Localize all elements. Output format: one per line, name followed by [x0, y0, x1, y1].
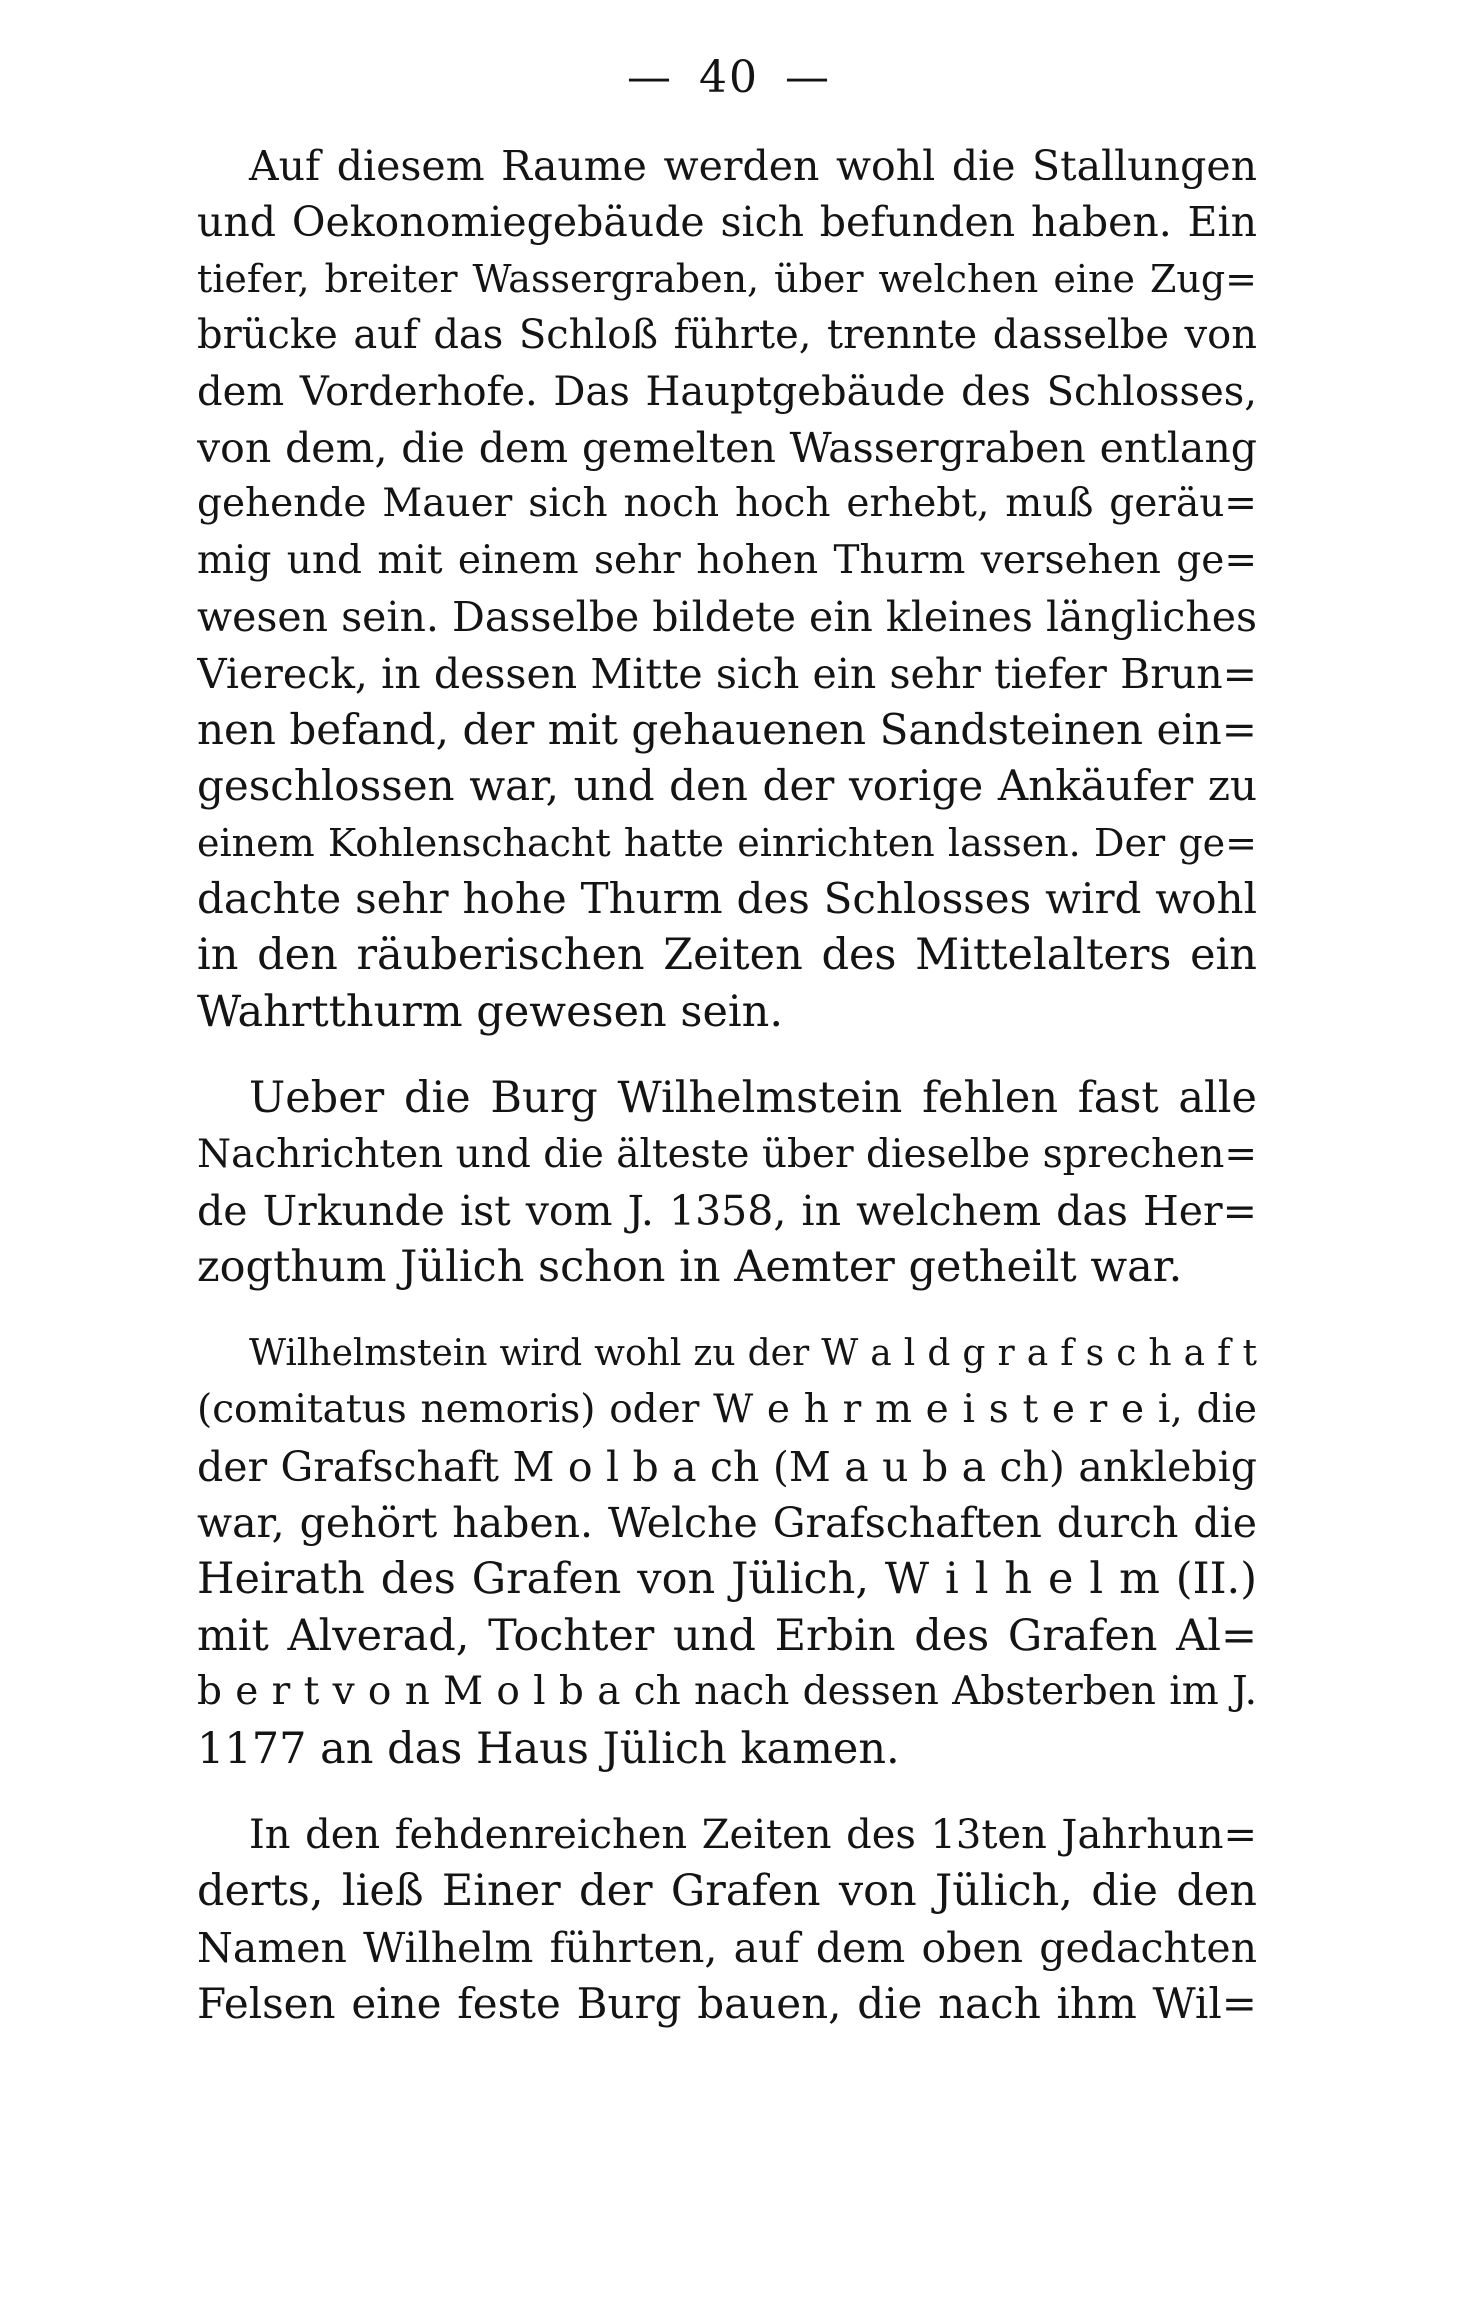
- text-line: und Oekonomiegebäude sich befunden haben. Ein: [197, 198, 1257, 247]
- text-line: Wilhelmstein wird wohl zu der W a l d g r a f s c h a f t: [249, 1332, 1257, 1374]
- text-line: mit Alverad, Tochter und Erbin des Grafen Al=: [197, 1610, 1257, 1661]
- text-line: de Urkunde ist vom J. 1358, in welchem das Her=: [197, 1187, 1257, 1236]
- paragraph-spacer: [197, 1777, 1257, 1807]
- text-line: gehende Mauer sich noch hoch erhebt, muß geräu=: [197, 481, 1257, 527]
- text-line: Nachrichten und die älteste über dieselbe sprechen=: [197, 1131, 1257, 1177]
- text-line: zogthum Jülich schon in Aemter getheilt war.: [197, 1242, 1183, 1293]
- page-header: [0, 52, 1458, 103]
- text-line: Wahrtthurm gewesen sein.: [197, 986, 784, 1037]
- text-line: mig und mit einem sehr hohen Thurm versehen ge=: [197, 537, 1257, 583]
- text-line: in den räuberischen Zeiten des Mittelalters ein: [197, 930, 1257, 981]
- text-line: Felsen eine feste Burg bauen, die nach ihm Wil=: [197, 1979, 1257, 2029]
- text-line: Auf diesem Raume werden wohl die Stallungen: [249, 142, 1257, 190]
- paragraph-2: [197, 1070, 1257, 1296]
- text-line: tiefer, breiter Wassergraben, über welchen eine Zug=: [197, 256, 1257, 301]
- text-line: b e r t v o n M o l b a ch nach dessen Absterben im J.: [197, 1669, 1257, 1715]
- paragraph-4: [197, 1807, 1257, 2033]
- text-line: war, gehört haben. Welche Grafschaften durch die: [197, 1498, 1257, 1547]
- text-line: Heirath des Grafen von Jülich, W i l h e l m (II.): [197, 1554, 1257, 1605]
- paragraph-spacer: [197, 1040, 1257, 1070]
- text-line: wesen sein. Dasselbe bildete ein kleines längliches: [197, 593, 1257, 642]
- header-dash-right: —: [785, 52, 831, 103]
- text-line: dachte sehr hohe Thurm des Schlosses wird wohl: [197, 874, 1257, 924]
- text-line: derts, ließ Einer der Grafen von Jülich, die den: [197, 1866, 1257, 1917]
- text-line: Viereck, in dessen Mitte sich ein sehr tiefer Brun=: [197, 649, 1257, 698]
- header-dash-left: —: [627, 52, 673, 103]
- text-line: nen befand, der mit gehauenen Sandsteinen ein=: [197, 704, 1257, 754]
- text-line: Ueber die Burg Wilhelmstein fehlen fast alle: [249, 1073, 1257, 1124]
- text-line: (comitatus nemoris) oder W e h r m e i s t e r e i, die: [197, 1387, 1257, 1433]
- paragraph-spacer: [197, 1296, 1257, 1326]
- text-line: dem Vorderhofe. Das Hauptgebäude des Schlosses,: [197, 368, 1257, 415]
- paragraph-1: [197, 138, 1257, 1040]
- text-line: 1177 an das Haus Jülich kamen.: [197, 1723, 900, 1774]
- text-line: brücke auf das Schloß führte, trennte dasselbe von: [197, 312, 1257, 359]
- text-line: von dem, die dem gemelten Wassergraben entlang: [197, 423, 1257, 472]
- text-line: einem Kohlenschacht hatte einrichten lassen. Der ge=: [197, 820, 1257, 865]
- text-line: In den fehdenreichen Zeiten des 13ten Jahrhun=: [249, 1811, 1257, 1858]
- text-line: Namen Wilhelm führten, auf dem oben gedachten: [197, 1923, 1257, 1972]
- text-line: der Grafschaft M o l b a ch (M a u b a ch) anklebig: [197, 1442, 1257, 1491]
- text-line: geschlossen war, und den der vorige Ankäufer zu: [197, 761, 1257, 811]
- paragraph-3: [197, 1326, 1257, 1777]
- page-number: 40: [699, 52, 759, 103]
- body-text: [197, 138, 1257, 2033]
